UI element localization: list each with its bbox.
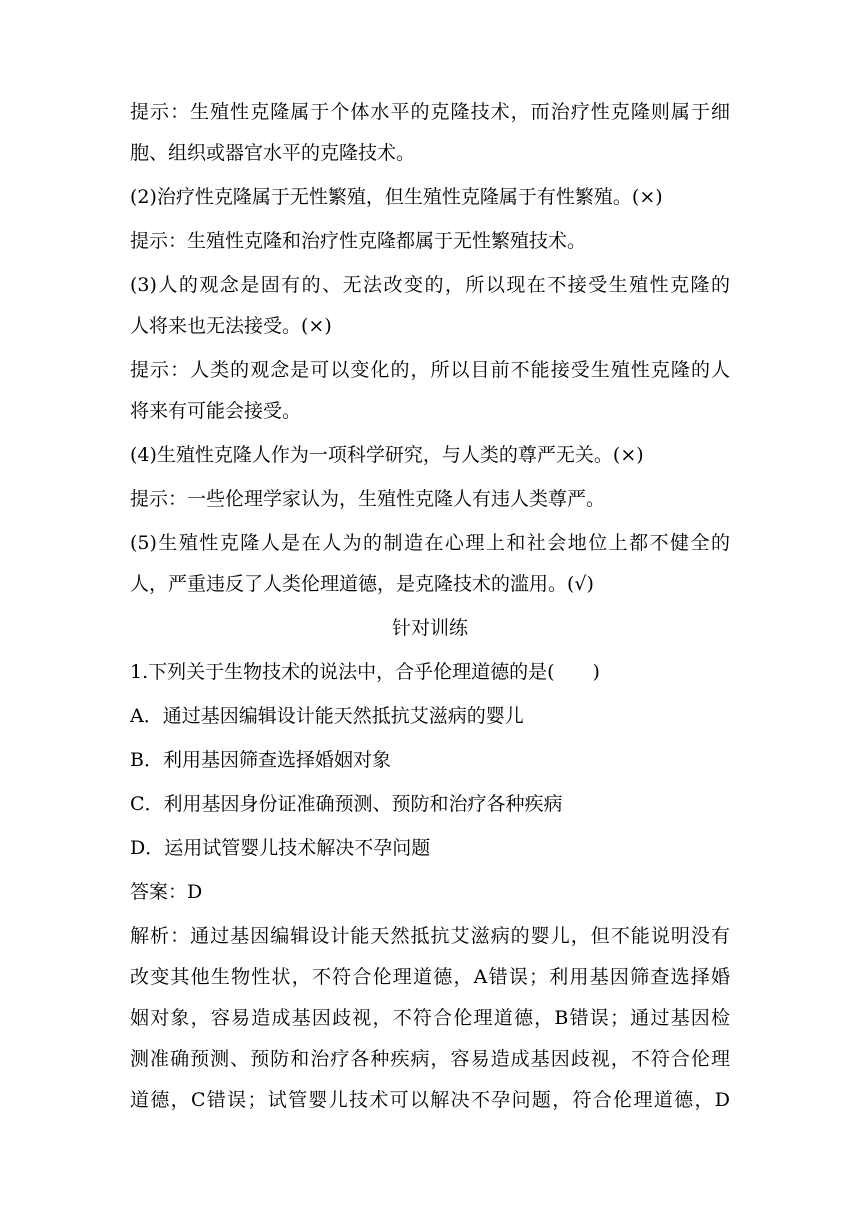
- section-heading: 针对训练: [391, 617, 468, 639]
- text-line: 将来有可能会接受。: [130, 400, 302, 422]
- explanation-line: 道德，C错误；试管婴儿技术可以解决不孕问题，符合伦理道德，D: [130, 1089, 730, 1111]
- explanation-line: 姻对象，容易造成基因歧视，不符合伦理道德，B错误；通过基因检: [130, 1007, 730, 1029]
- text-line: 提示：生殖性克隆和治疗性克隆都属于无性繁殖技术。: [130, 230, 587, 252]
- option-c: C．利用基因身份证准确预测、预防和治疗各种疾病: [130, 793, 563, 815]
- text-line: 提示：人类的观念是可以变化的，所以目前不能接受生殖性克隆的人: [130, 359, 730, 381]
- text-line: (5)生殖性克隆人是在人为的制造在心理上和社会地位上都不健全的: [130, 532, 730, 554]
- option-a: A．通过基因编辑设计能天然抵抗艾滋病的婴儿: [130, 705, 524, 727]
- explanation-line: 改变其他生物性状，不符合伦理道德，A错误；利用基因筛查选择婚: [130, 966, 730, 988]
- text-line: 人将来也无法接受。(×): [130, 315, 332, 337]
- text-line: 提示：一些伦理学家认为，生殖性克隆人有违人类尊严。: [130, 488, 606, 510]
- explanation-line: 测准确预测、预防和治疗各种疾病，容易造成基因歧视，不符合伦理: [130, 1048, 730, 1070]
- text-line: (3)人的观念是固有的、无法改变的，所以现在不接受生殖性克隆的: [130, 274, 730, 296]
- question-stem: 1.下列关于生物技术的说法中，合乎伦理道德的是( ): [130, 661, 600, 683]
- answer: 答案：D: [130, 881, 203, 903]
- explanation-line: 解析：通过基因编辑设计能天然抵抗艾滋病的婴儿，但不能说明没有: [130, 925, 730, 947]
- option-d: D．运用试管婴儿技术解决不孕问题: [130, 837, 431, 859]
- option-b: B．利用基因筛查选择婚姻对象: [130, 749, 391, 771]
- text-line: (4)生殖性克隆人作为一项科学研究，与人类的尊严无关。(×): [130, 444, 644, 466]
- text-line: (2)治疗性克隆属于无性繁殖，但生殖性克隆属于有性繁殖。(×): [130, 186, 663, 208]
- document-page: [130, 100, 730, 1112]
- text-line: 提示：生殖性克隆属于个体水平的克隆技术，而治疗性克隆则属于细: [130, 101, 730, 123]
- text-line: 人，严重违反了人类伦理道德，是克隆技术的滥用。(√): [130, 573, 594, 595]
- text-line: 胞、组织或器官水平的克隆技术。: [130, 142, 416, 164]
